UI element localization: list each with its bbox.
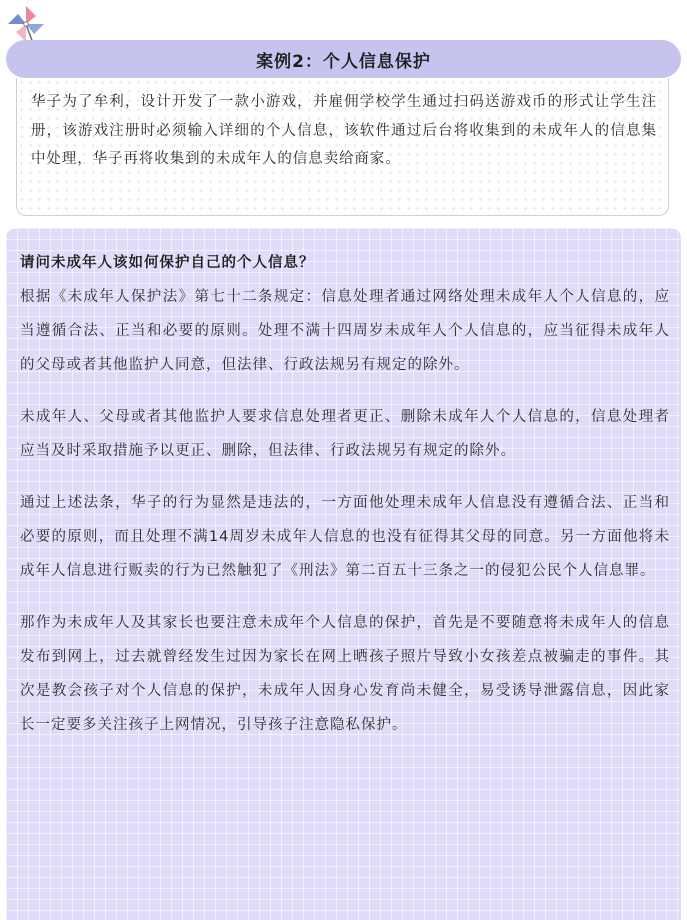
question-heading: 请问未成年人该如何保护自己的个人信息？ — [20, 255, 315, 271]
qa-content — [20, 246, 670, 760]
case-description-box — [16, 78, 669, 216]
case-title-banner — [6, 40, 681, 78]
answer-paragraph-2: 未成年人、父母或者其他监护人要求信息处理者更正、删除未成年人个人信息的，信息处理者应当及时采取措施予以更正、删除，但法律、行政法规另有规定的除外。 — [20, 409, 670, 459]
case-description-text: 华子为了牟利，设计开发了一款小游戏，并雇佣学校学生通过扫码送游戏币的形式让学生注册，该游戏注册时必须输入详细的个人信息，该软件通过后台将收集到的未成年人的信息集中处理，华子再将收集到的未成年人的信息卖给商家。 — [31, 94, 657, 167]
case-title: 案例2：个人信息保护 — [256, 51, 431, 72]
answer-paragraph-4: 那作为未成年人及其家长也要注意未成年个人信息的保护，首先是不要随意将未成年人的信息发布到网上，过去就曾经发生过因为家长在网上晒孩子照片导致小女孩差点被骗走的事件。其次是教会孩子对个人信息的保护，未成年人因身心发育尚未健全，易受诱导泄露信息，因此家长一定要多关注孩子上网情况，引导孩子注意隐私保护。 — [20, 615, 670, 733]
answer-paragraph-1: 根据《未成年人保护法》第七十二条规定：信息处理者通过网络处理未成年人个人信息的，应当遵循合法、正当和必要的原则。处理不满十四周岁未成年人个人信息的，应当征得未成年人的父母或者其他监护人同意，但法律、行政法规另有规定的除外。 — [20, 289, 670, 373]
answer-paragraph-3: 通过上述法条，华子的行为显然是违法的，一方面他处理未成年人信息没有遵循合法、正当和必要的原则，而且处理不满14周岁未成年人信息的也没有征得其父母的同意。另一方面他将未成年人信息进行贩卖的行为已然触犯了《刑法》第二百五十三条之一的侵犯公民个人信息罪。 — [20, 495, 670, 579]
qa-panel — [6, 228, 681, 920]
